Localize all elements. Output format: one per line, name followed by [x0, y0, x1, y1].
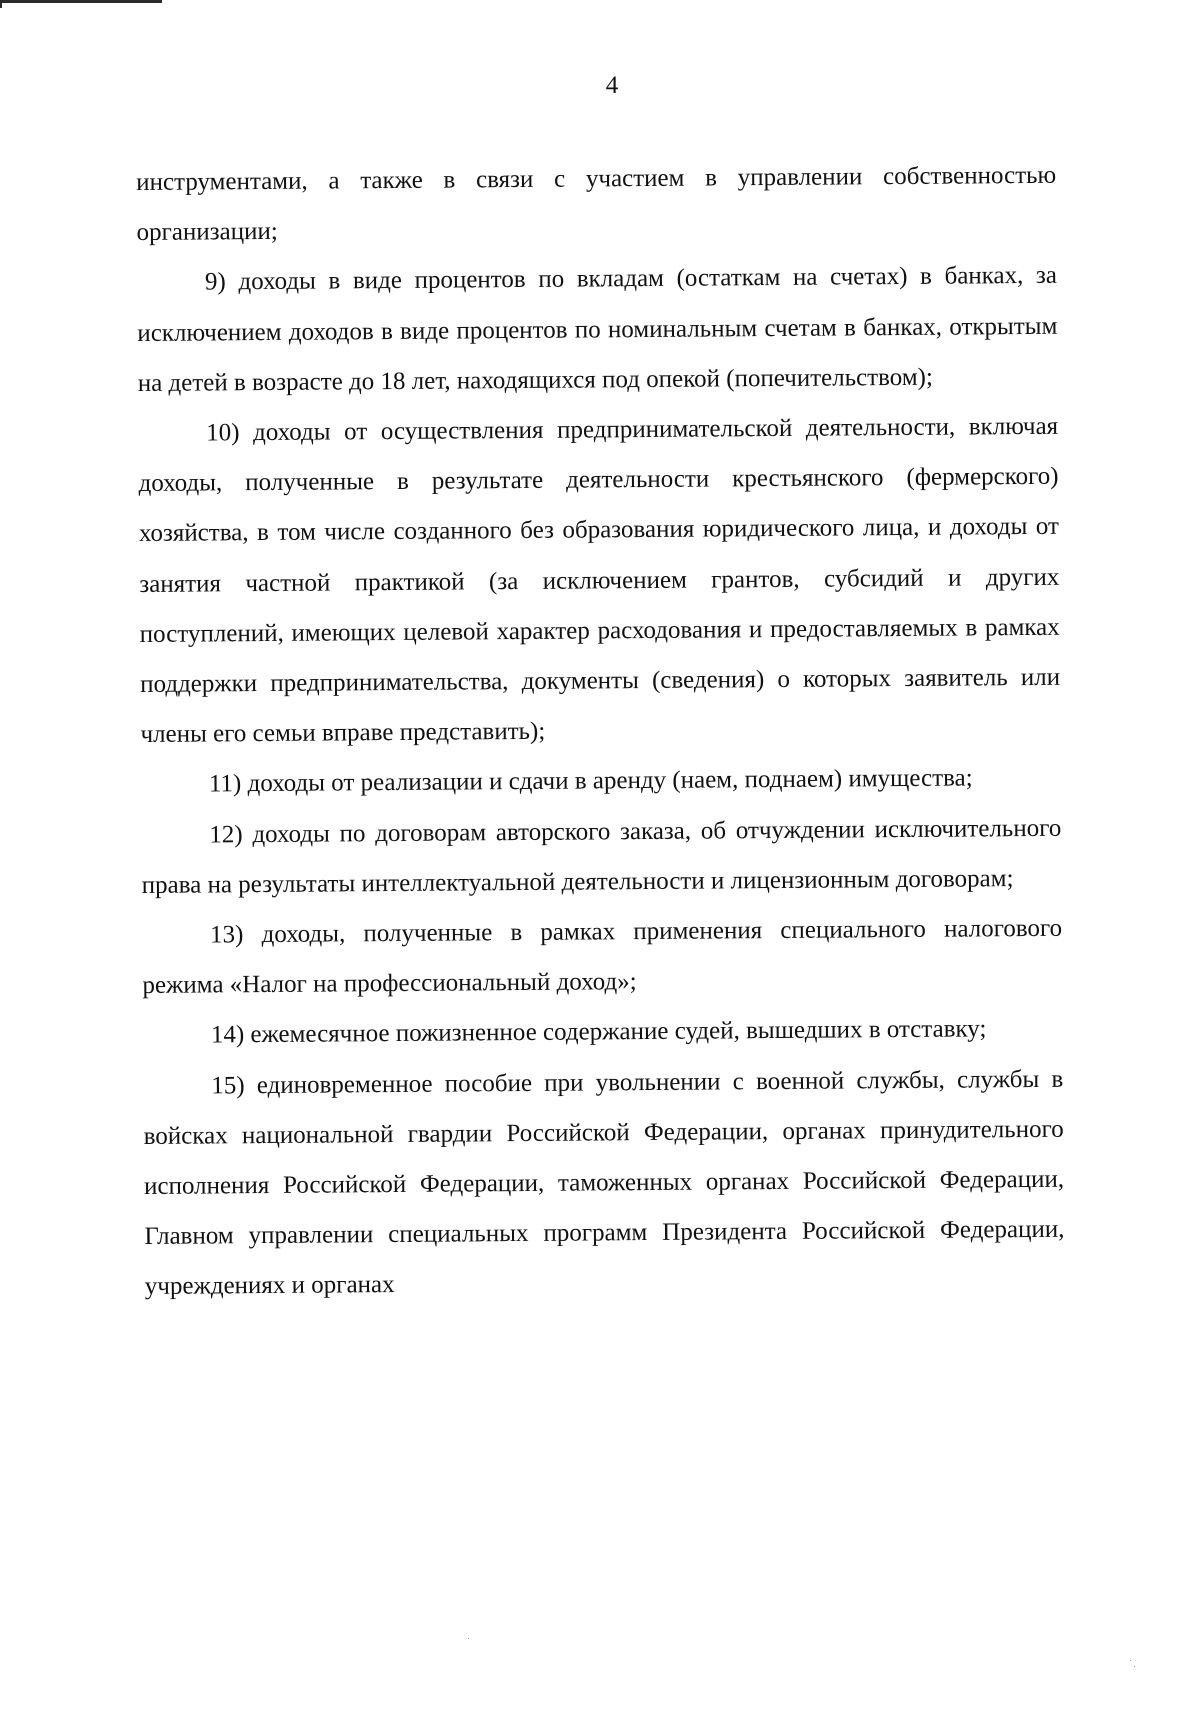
page-number: 4	[605, 72, 619, 99]
paragraph-item-9: 9) доходы в виде процентов по вкладам (остаткам на счетах) в банках, за исключением доходов в виде процентов по номинальным счетам в банках, открытым на детей в возрасте до 18 лет, находящихся под опекой (попечительством);	[137, 262, 1058, 397]
paragraph-item-14: 14) ежемесячное пожизненное содержание судей, вышедших в отставку;	[210, 1015, 987, 1049]
paragraph-item-13: 13) доходы, полученные в рамках применения специального налогового режима «Налог на профессиональный доход»;	[142, 914, 1063, 1000]
paragraph-item-10: 10) доходы от осуществления предпринимательской деятельности, включая доходы, полученные в результате деятельности крестьянского (фермерского) хозяйства, в том числе созданного без образования юридического лица, и доходы от занятия частной практикой (за исключением грантов, субсидий и других поступлений, имеющих целевой характер расходования и предоставляемых в рамках поддержки предпринимательства, документы (сведения) о которых заявитель или члены его семьи вправе представить);	[138, 412, 1061, 749]
scan-corner-mark-vertical	[0, 0, 2, 8]
scan-speck	[1134, 1666, 1135, 1667]
scan-corner-mark	[0, 0, 162, 3]
paragraph-item-15: 15) единовременное пособие при увольнении с военной службы, службы в войсках национальной гвардии Российской Федерации, органах принудительного исполнения Российской Федерации, таможенных органах Российской Федерации, Главном управлении специальных программ Президента Российской Федерации, учреждениях и органах	[143, 1065, 1065, 1301]
scan-speck	[1130, 1660, 1131, 1661]
scan-speck	[468, 1638, 469, 1639]
document-body	[136, 151, 1065, 1313]
paragraph-continuation: инструментами, а также в связи с участием в управлении собственностью организации;	[136, 161, 1057, 247]
paragraph-item-11: 11) доходы от реализации и сдачи в аренду (наем, поднаем) имущества;	[208, 764, 973, 798]
paragraph-item-12: 12) доходы по договорам авторского заказа, об отчуждении исключительного права на результаты интеллектуальной деятельности и лицензионным договорам;	[141, 814, 1062, 899]
